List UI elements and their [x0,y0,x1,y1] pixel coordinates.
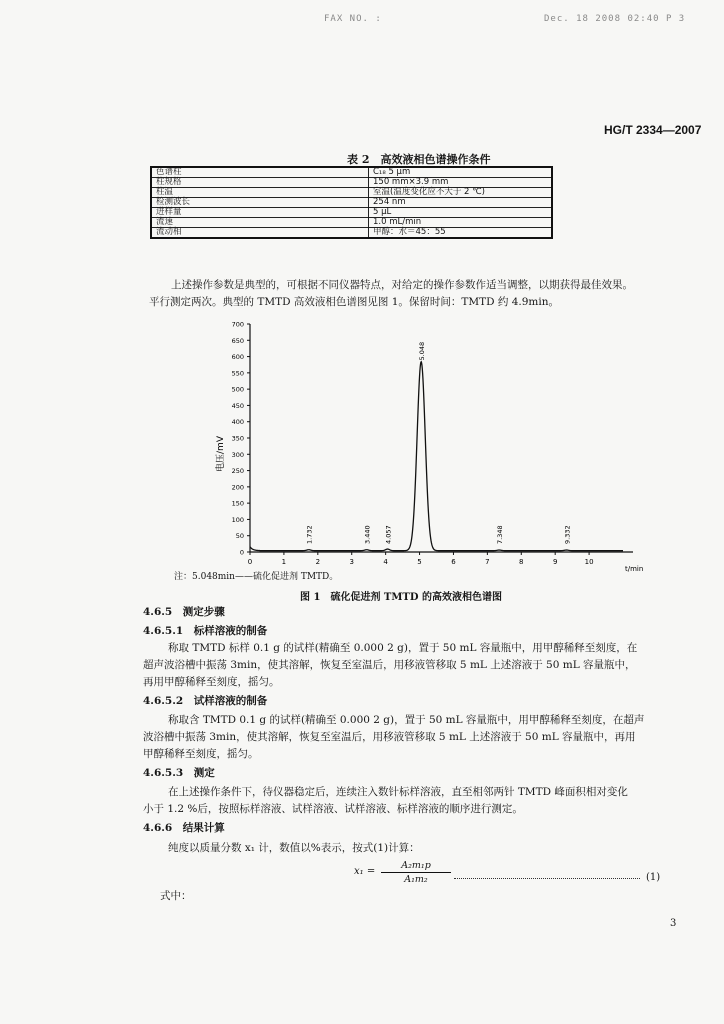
x-tick-label: 1 [281,558,287,566]
peak-label: 1.732 [305,525,314,544]
peak-labels [306,342,572,544]
condition-name: 流速 [151,218,369,228]
y-tick-label: 500 [231,385,244,394]
condition-value: C₁₈ 5 μm [369,167,553,178]
section-4-6-5-2-line-3: 甲醇稀释至刻度，摇匀。 [143,748,259,760]
figure-caption: 图 1 硫化促进剂 TMTD 的高效液相色谱图 [300,592,503,603]
x-ticks [248,552,594,566]
section-4-6-5-1-heading: 4.6.5.1 标样溶液的制备 [143,625,268,637]
condition-name: 流动相 [151,228,369,239]
x-tick-label: 6 [451,558,456,566]
table-row [151,208,552,218]
y-tick-label: 350 [231,434,244,443]
formula-numerator: A₂m₁p [381,860,451,873]
condition-name: 柱温 [151,188,369,198]
section-4-6-5-3-line-2: 小于 1.2 %后，按照标样溶液、试样溶液、试样溶液、标样溶液的顺序进行测定。 [143,803,523,815]
y-axis-label: 电压/mV [216,436,226,472]
x-tick-label: 3 [349,558,354,566]
intro-paragraph-line-2: 平行测定两次。典型的 TMTD 高效液相色谱图见图 1。保留时间：TMTD 约 4.9min。 [149,296,559,308]
peak-label: 9.332 [563,525,572,544]
table-row [151,228,552,239]
table-row [151,167,552,178]
y-tick-label: 600 [231,353,244,362]
y-tick-label: 50 [235,532,244,541]
y-tick-label: 700 [231,320,244,329]
x-axis-label: t/min [625,565,644,573]
peak-label: 5.048 [418,341,427,361]
condition-value: 5 μL [369,208,553,218]
condition-value: 254 nm [369,198,553,208]
y-axis-label-group [214,435,226,472]
section-4-6-5-1-line-1: 称取 TMTD 标样 0.1 g 的试样(精确至 0.000 2 g)，置于 50 mL 容量瓶中，用甲醇稀释至刻度，在 [168,642,638,654]
intro-paragraph-line-1: 上述操作参数是典型的，可根据不同仪器特点，对给定的操作参数作适当调整，以期获得最佳效果。 [171,279,633,291]
y-tick-label: 300 [231,450,244,459]
section-4-6-5-heading: 4.6.5 测定步骤 [143,606,225,618]
x-tick-label: 2 [315,558,321,566]
section-4-6-5-2-heading: 4.6.5.2 试样溶液的制备 [143,695,268,707]
peak-label: 3.440 [363,525,372,544]
chart-note: 注：5.048min——硫化促进剂 TMTD。 [174,572,339,582]
chromatogram-chart [205,314,665,582]
section-4-6-5-3-line-1: 在上述操作条件下，待仪器稳定后，连续注入数针标样溶液，直至相邻两针 TMTD 峰面积相对变化 [168,786,628,798]
y-tick-label: 450 [231,401,244,410]
condition-name: 柱规格 [151,178,369,188]
condition-value: 1.0 mL/min [369,218,553,228]
table-caption: 表 2 高效液相色谱操作条件 [347,153,491,166]
x-tick-label: 0 [247,558,253,566]
y-tick-label: 150 [231,499,244,508]
peak-label: 4.057 [384,525,393,544]
chromatogram-trace [250,362,623,551]
condition-name: 色谱柱 [151,167,369,178]
y-ticks [232,321,250,557]
condition-name: 进样量 [151,208,369,218]
x-tick-label: 7 [485,558,490,566]
formula-leader-dots [454,878,640,879]
section-4-6-6-line-1: 纯度以质量分数 x₁ 计，数值以%表示，按式(1)计算： [168,842,420,854]
section-4-6-5-2-line-1: 称取含 TMTD 0.1 g 的试样(精确至 0.000 2 g)，置于 50 mL 容量瓶中，用甲醇稀释至刻度，在超声 [168,714,645,726]
section-4-6-5-3-heading: 4.6.5.3 测定 [143,767,215,779]
where-label: 式中： [160,890,192,902]
condition-name: 检测波长 [151,198,369,208]
section-4-6-5-2-line-2: 波浴槽中振荡 3min，使其溶解，恢复至室温后，用移液管移取 5 mL 上述溶液于 50 mL 容量瓶中，再用 [143,731,636,743]
condition-value: 室温(温度变化应不大于 2 ℃) [369,188,553,198]
condition-value: 甲醇：水＝45：55 [369,228,553,239]
x-tick-label: 8 [519,558,524,566]
formula-number: (1) [646,872,661,883]
page-number: 3 [670,918,677,929]
fax-header-left: FAX NO. : [324,14,382,24]
table-row [151,198,552,208]
standard-code: HG/T 2334—2007 [604,123,702,137]
formula-denominator: A₁m₂ [404,874,428,885]
x-tick-label: 4 [383,558,388,566]
peak-label: 7.348 [496,525,505,544]
formula-lhs: x₁ = [354,866,376,877]
fax-header-right: Dec. 18 2008 02:40 P 3 [544,14,686,24]
y-tick-label: 550 [231,369,244,378]
y-tick-label: 100 [231,515,244,524]
section-4-6-6-heading: 4.6.6 结果计算 [143,822,225,834]
operating-conditions-table [150,166,553,239]
y-tick-label: 200 [231,483,244,492]
y-tick-label: 0 [239,548,244,557]
section-4-6-5-1-line-2: 超声波浴槽中振荡 3min，使其溶解，恢复至室温后，用移液管移取 5 mL 上述溶液于 50 mL 容量瓶中， [143,659,636,671]
x-tick-label: 10 [584,558,594,566]
table-row [151,188,552,198]
table-row [151,178,552,188]
condition-value: 150 mm×3.9 mm [369,178,553,188]
y-tick-label: 650 [231,336,244,345]
table-row [151,218,552,228]
y-tick-label: 400 [231,418,244,427]
x-tick-label: 5 [417,558,422,566]
x-tick-label: 9 [552,558,558,566]
chart-axes [250,324,633,552]
section-4-6-5-1-line-3: 再用甲醇稀释至刻度，摇匀。 [143,676,280,688]
y-tick-label: 250 [231,467,244,476]
